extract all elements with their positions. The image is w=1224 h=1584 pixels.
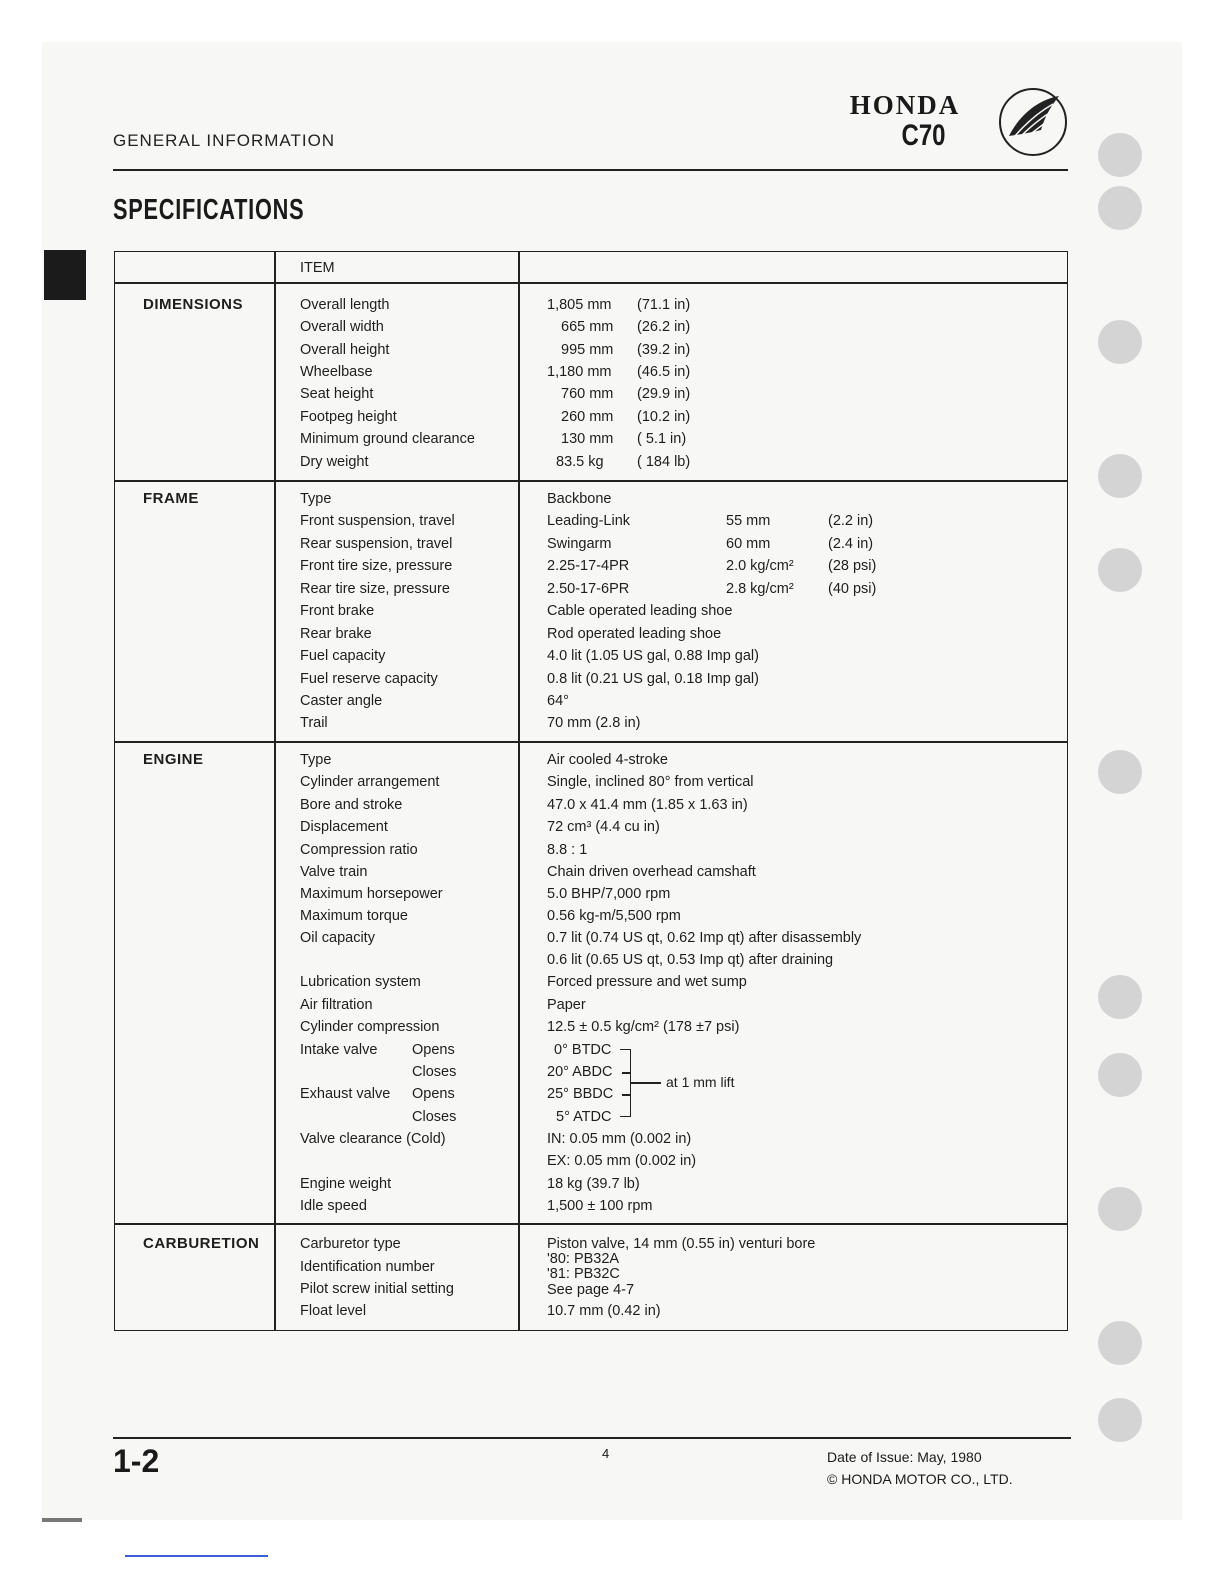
table-row: Compression ratio [300, 842, 418, 858]
page-id: 1-2 [113, 1443, 160, 1479]
table-row: Valve clearance (Cold) [300, 1131, 446, 1147]
chapter-tab [44, 250, 86, 300]
row-divider [115, 1223, 1067, 1225]
spec-imperial: (2.4 in) [828, 536, 874, 552]
spec-value: 0.56 kg-m/5,500 rpm [547, 908, 681, 924]
spec-value: 1,180 mm [547, 364, 612, 380]
spec-value: 5.0 BHP/7,000 rpm [547, 886, 671, 902]
table-row: Front brake [300, 603, 375, 619]
table-row: Front tire size, pressure [300, 558, 453, 574]
valve-timing-label: Closes [412, 1109, 457, 1125]
table-row: Wheelbase [300, 364, 373, 380]
binder-hole-icon [1098, 975, 1142, 1019]
spec-value: 4.0 lit (1.05 US gal, 0.88 Imp gal) [547, 648, 759, 664]
valve-timing-label: Opens [412, 1042, 455, 1058]
spec-imperial: (39.2 in) [637, 342, 691, 358]
table-row: Front suspension, travel [300, 513, 455, 529]
table-row: Pilot screw initial setting [300, 1281, 454, 1297]
table-row: Air filtration [300, 997, 373, 1013]
table-row: Identification number [300, 1259, 435, 1275]
category-frame: FRAME [143, 490, 199, 507]
table-row: Overall height [300, 342, 390, 358]
row-divider [115, 480, 1067, 482]
valve-lift-bracket [620, 1049, 631, 1117]
spec-value: Leading-Link [547, 513, 631, 529]
spec-value: 2.25-17-4PR [547, 558, 630, 574]
row-divider [115, 741, 1067, 743]
spec-value: 5° ATDC [556, 1109, 612, 1125]
spec-measure: 55 mm [726, 513, 771, 529]
spec-imperial: (71.1 in) [637, 297, 691, 313]
spec-value: Forced pressure and wet sump [547, 974, 747, 990]
binder-hole-icon [1098, 1187, 1142, 1231]
spec-value: 70 mm (2.8 in) [547, 715, 641, 731]
table-row: Type [300, 752, 332, 768]
column-divider [274, 252, 276, 1330]
binder-hole-icon [1098, 320, 1142, 364]
category-carburetion: CARBURETION [143, 1235, 260, 1252]
table-row: Trail [300, 715, 328, 731]
table-row: Rear tire size, pressure [300, 581, 450, 597]
scan-edge-mark [42, 1518, 82, 1522]
issue-info [827, 1446, 1013, 1490]
bracket-tick [631, 1082, 661, 1084]
binder-hole-icon [1098, 750, 1142, 794]
spec-imperial: (29.9 in) [637, 386, 691, 402]
table-row: Rear brake [300, 626, 372, 642]
spec-imperial: (26.2 in) [637, 319, 691, 335]
table-row: Caster angle [300, 693, 383, 709]
binder-hole-icon [1098, 133, 1142, 177]
spec-value: 64° [547, 693, 569, 709]
spec-imperial: ( 184 lb) [637, 454, 691, 470]
table-row: Overall length [300, 297, 390, 313]
table-row: Carburetor type [300, 1236, 401, 1252]
spec-value: Cable operated leading shoe [547, 603, 733, 619]
spec-value: 10.7 mm (0.42 in) [547, 1303, 661, 1319]
spec-value: '81: PB32C [547, 1266, 620, 1282]
spec-value: Swingarm [547, 536, 612, 552]
table-row: Footpeg height [300, 409, 397, 425]
spec-value: '80: PB32A [547, 1251, 620, 1267]
table-row: Overall width [300, 319, 384, 335]
table-row: Intake valve [300, 1042, 378, 1058]
spec-value: 8.8 : 1 [547, 842, 588, 858]
spec-value: Backbone [547, 491, 612, 507]
spec-measure: 2.0 kg/cm² [726, 558, 794, 574]
spec-imperial: (2.2 in) [828, 513, 874, 529]
spec-value: 72 cm³ (4.4 cu in) [547, 819, 660, 835]
table-row: Lubrication system [300, 974, 421, 990]
category-dimensions: DIMENSIONS [143, 296, 244, 313]
spec-imperial: (10.2 in) [637, 409, 691, 425]
table-row: Valve train [300, 864, 368, 880]
spec-value: Single, inclined 80° from vertical [547, 774, 754, 790]
row-divider [115, 282, 1067, 284]
binder-hole-icon [1098, 454, 1142, 498]
brand-name: HONDA [849, 90, 961, 120]
binder-hole-icon [1098, 1053, 1142, 1097]
table-row: Dry weight [300, 454, 369, 470]
binder-hole-icon [1098, 186, 1142, 230]
spec-value: Piston valve, 14 mm (0.55 in) venturi bore [547, 1236, 816, 1252]
spec-measure: 2.8 kg/cm² [726, 581, 794, 597]
table-row: Bore and stroke [300, 797, 403, 813]
spec-value: 2.50-17-6PR [547, 581, 630, 597]
spec-value: IN: 0.05 mm (0.002 in) [547, 1131, 692, 1147]
brand-block [815, 90, 995, 152]
table-row: Rear suspension, travel [300, 536, 453, 552]
spec-imperial: (40 psi) [828, 581, 877, 597]
page-number: 4 [602, 1446, 610, 1461]
copyright: © HONDA MOTOR CO., LTD. [827, 1471, 1013, 1487]
table-row: Displacement [300, 819, 388, 835]
bracket-tick [622, 1072, 630, 1074]
spec-value: See page 4-7 [547, 1282, 635, 1298]
category-engine: ENGINE [143, 751, 204, 768]
table-row: Engine weight [300, 1176, 392, 1192]
spec-measure: 60 mm [726, 536, 771, 552]
model-name: C70 [901, 119, 947, 152]
section-header: GENERAL INFORMATION [113, 131, 336, 150]
spec-value: 760 mm [561, 386, 614, 402]
spec-value: Chain driven overhead camshaft [547, 864, 756, 880]
spec-value: 130 mm [561, 431, 614, 447]
spec-value: 1,500 ± 100 rpm [547, 1198, 653, 1214]
binder-hole-icon [1098, 1321, 1142, 1365]
issue-date: Date of Issue: May, 1980 [827, 1449, 982, 1465]
table-row: Type [300, 491, 332, 507]
table-header-item: ITEM [300, 260, 335, 276]
header-rule [113, 169, 1068, 171]
spec-value: 0.6 lit (0.65 US qt, 0.53 Imp qt) after draining [547, 952, 834, 968]
valve-timing-label: Closes [412, 1064, 457, 1080]
valve-timing-label: Opens [412, 1086, 455, 1102]
table-row: Oil capacity [300, 930, 375, 946]
spec-value: 995 mm [561, 342, 614, 358]
spec-value: 20° ABDC [547, 1064, 613, 1080]
spec-value: Rod operated leading shoe [547, 626, 722, 642]
spec-value: 1,805 mm [547, 297, 612, 313]
spec-imperial: ( 5.1 in) [637, 431, 687, 447]
table-row: Maximum torque [300, 908, 408, 924]
table-row: Idle speed [300, 1198, 367, 1214]
spec-value: 83.5 kg [556, 454, 604, 470]
page-title: SPECIFICATIONS [113, 194, 305, 226]
spec-value: EX: 0.05 mm (0.002 in) [547, 1153, 697, 1169]
table-row: Minimum ground clearance [300, 431, 475, 447]
spec-value: 0.7 lit (0.74 US qt, 0.62 Imp qt) after disassembly [547, 930, 862, 946]
honda-wing-icon [997, 86, 1069, 158]
spec-value: 0° BTDC [554, 1042, 612, 1058]
table-row: Exhaust valve [300, 1086, 391, 1102]
spec-imperial: (46.5 in) [637, 364, 691, 380]
spec-value: 47.0 x 41.4 mm (1.85 x 1.63 in) [547, 797, 748, 813]
table-row: Fuel capacity [300, 648, 386, 664]
bracket-tick [622, 1094, 630, 1096]
table-row: Seat height [300, 386, 374, 402]
spec-value: 18 kg (39.7 lb) [547, 1176, 640, 1192]
spec-value: 260 mm [561, 409, 614, 425]
spec-value: 25° BBDC [547, 1086, 614, 1102]
column-divider [518, 252, 520, 1330]
binder-hole-icon [1098, 548, 1142, 592]
table-row: Cylinder compression [300, 1019, 440, 1035]
spec-value: Air cooled 4-stroke [547, 752, 668, 768]
table-row: Fuel reserve capacity [300, 671, 438, 687]
table-row: Cylinder arrangement [300, 774, 440, 790]
spec-value: 665 mm [561, 319, 614, 335]
spec-imperial: (28 psi) [828, 558, 877, 574]
binder-hole-icon [1098, 1398, 1142, 1442]
table-row: Float level [300, 1303, 367, 1319]
link-underline [125, 1555, 268, 1557]
spec-value: 12.5 ± 0.5 kg/cm² (178 ±7 psi) [547, 1019, 740, 1035]
spec-value: 0.8 lit (0.21 US gal, 0.18 Imp gal) [547, 671, 759, 687]
valve-lift-note: at 1 mm lift [666, 1074, 735, 1090]
footer-rule [113, 1437, 1071, 1439]
table-row: Maximum horsepower [300, 886, 443, 902]
spec-value: Paper [547, 997, 586, 1013]
